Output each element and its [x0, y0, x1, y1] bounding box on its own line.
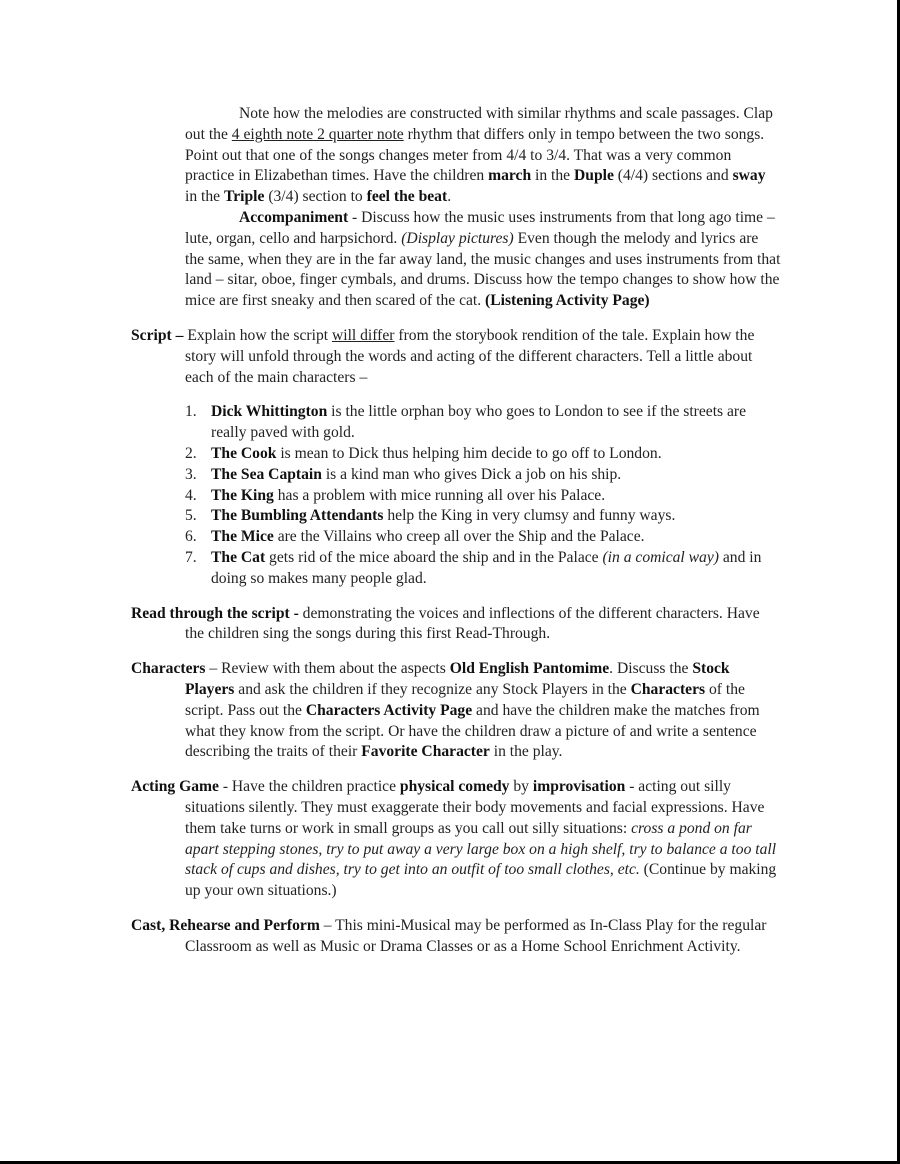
feel-beat-bold: feel the beat	[366, 188, 448, 206]
text: (3/4) section to	[264, 188, 367, 206]
character-name: The Mice	[211, 528, 274, 546]
cast-section	[131, 916, 781, 958]
list-number: 7.	[185, 548, 197, 566]
document-body	[131, 104, 781, 957]
rhythm-underlined: 4 eighth note 2 quarter note	[231, 125, 404, 143]
favorite-character-bold: Favorite Character	[361, 743, 490, 761]
text: (4/4) sections and	[613, 167, 733, 185]
character-name: The Bumbling Attendants	[211, 507, 384, 525]
character-list-item	[185, 402, 781, 444]
text: Even though the melody and lyrics are the same, when they are in the far away land, the music changes and uses instruments from that land – sitar, oboe, finger cymbals, and drums. Discuss how the tempo changes to show how the mice are first sneaky and then scared of the cat.	[185, 229, 781, 310]
characters-section	[131, 659, 781, 763]
text: .	[447, 188, 452, 206]
read-through-heading: Read through the script -	[131, 604, 299, 622]
characters-list	[185, 402, 781, 589]
character-list-item	[185, 444, 781, 465]
pantomime-bold: Old English Pantomime	[449, 660, 610, 678]
character-description: gets rid of the mice aboard the ship and in the Palace	[265, 548, 603, 566]
character-description: is the little orphan boy who goes to London to see if the streets are really paved with gold.	[211, 403, 747, 442]
display-pictures-note: (Display pictures)	[401, 229, 514, 247]
character-list-item	[185, 548, 781, 590]
character-list-item	[185, 506, 781, 527]
sway-bold: sway	[732, 167, 766, 185]
text: Explain how the script	[183, 326, 332, 344]
list-number: 1.	[185, 403, 197, 421]
physical-comedy-bold: physical comedy	[399, 778, 510, 796]
text: in the	[531, 167, 575, 185]
text: rhythm that differs only in tempo between the two songs. Point out that one of the songs changes meter from 4/4 to 3/4. That was a very common practice in Elizabethan times. Have the children	[185, 125, 765, 185]
character-name: The Sea Captain	[211, 465, 322, 483]
script-section	[131, 326, 781, 388]
list-number: 6.	[185, 528, 197, 546]
character-description: is a kind man who gives Dick a job on his ship.	[321, 465, 622, 483]
text: - Discuss how the music uses instruments from that long ago time – lute, organ, cello and harpsichord.	[185, 208, 775, 247]
acting-game-heading: Acting Game	[131, 778, 219, 796]
character-description-italic: (in a comical way)	[602, 548, 719, 566]
intro-paragraph	[185, 104, 781, 208]
character-list-item	[185, 527, 781, 548]
text: by	[509, 778, 533, 796]
text: - acting out silly situations silently. They must exaggerate their body movements and facial expressions. Have them take turns or work in small groups as you call out silly situations:	[185, 778, 765, 837]
march-bold: march	[488, 167, 532, 185]
text: – This mini-Musical may be performed as In-Class Play for the regular Classroom as well as Music or Drama Classes or as a Home School Enrichment Activity.	[185, 916, 767, 955]
text: of the script. Pass out the	[185, 680, 745, 719]
text: demonstrating the voices and inflections of the different characters. Have the children sing the songs during this first Read-Through.	[185, 604, 760, 643]
text: (Continue by making up your own situations.)	[185, 861, 777, 900]
text: from the storybook rendition of the tale. Explain how the story will unfold through the words and acting of the different characters. Tell a little about each of the main characters –	[185, 326, 755, 386]
character-name: The Cook	[211, 444, 277, 462]
character-name: The King	[211, 486, 274, 504]
listening-activity-page: (Listening Activity Page)	[485, 292, 650, 310]
improvisation-bold: improvisation	[532, 778, 626, 796]
text: - Have the children practice	[218, 778, 400, 796]
read-through-section	[131, 604, 781, 646]
text: and have the children make the matches from what they know from the script. Or have the children draw a picture of and write a sentence describing the traits of their	[185, 701, 760, 761]
text: – Review with them about the aspects	[205, 660, 450, 678]
character-description: help the King in very clumsy and funny ways.	[383, 507, 676, 525]
list-number: 5.	[185, 507, 197, 525]
characters-heading: Characters	[131, 660, 206, 678]
list-number: 2.	[185, 444, 197, 462]
list-number: 3.	[185, 465, 197, 483]
character-name: The Cat	[211, 548, 266, 566]
character-description: has a problem with mice running all over his Palace.	[273, 486, 606, 504]
character-description-tail: and in doing so makes many people glad.	[211, 548, 762, 587]
characters-bold: Characters	[630, 680, 706, 698]
duple-bold: Duple	[574, 167, 614, 185]
acting-game-section	[131, 777, 781, 902]
character-list-item	[185, 486, 781, 507]
will-differ-underlined: will differ	[331, 326, 395, 344]
text: . Discuss the	[609, 660, 693, 678]
character-description: are the Villains who creep all over the Ship and the Palace.	[273, 528, 645, 546]
stock-players-bold: Stock Players	[185, 660, 730, 698]
accompaniment-paragraph	[185, 208, 781, 312]
cast-heading: Cast, Rehearse and Perform	[131, 916, 320, 934]
character-description: is mean to Dick thus helping him decide to go off to London.	[276, 444, 662, 462]
text: in the	[185, 188, 224, 206]
character-list-item	[185, 465, 781, 486]
triple-bold: Triple	[223, 188, 265, 206]
characters-activity-page: Characters Activity Page	[305, 701, 473, 719]
script-heading: Script –	[131, 326, 184, 344]
silly-situations-examples: cross a pond on far apart stepping stones, try to put away a very large box on a high shelf, try to balance a too tall stack of cups and dishes, try to get into an outfit of too small clothes, etc.	[185, 819, 777, 879]
list-number: 4.	[185, 486, 197, 504]
character-name: Dick Whittington	[211, 403, 328, 421]
accompaniment-heading: Accompaniment	[239, 208, 349, 226]
text: and ask the children if they recognize any Stock Players in the	[234, 680, 631, 698]
text: in the play.	[489, 743, 563, 761]
text: Note how the melodies are constructed with similar rhythms and scale passages. Clap out the	[185, 105, 773, 143]
